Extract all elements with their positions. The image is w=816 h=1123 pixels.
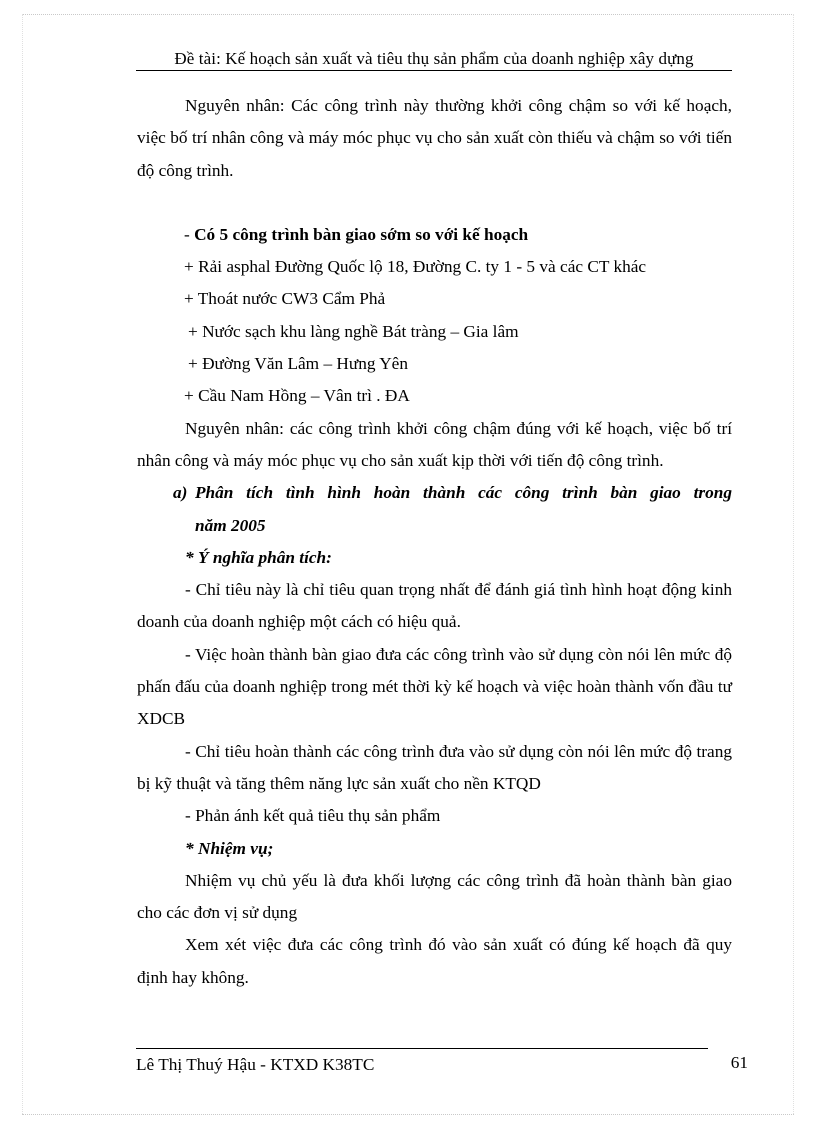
document-body (137, 90, 732, 994)
footer-rule (136, 1048, 708, 1049)
blank-line (137, 187, 732, 219)
task-heading: * Nhiệm vụ; (185, 838, 274, 858)
cause-paragraph-late: Nguyên nhân: Các công trình này thường khởi công chậm so với kế hoạch, việc bố trí nhân công và máy móc phục vụ cho sản xuất còn thiếu và chậm so với tiến độ công trình. (137, 96, 732, 180)
early-project-item: + Nước sạch khu làng nghề Bát tràng – Gia lâm (188, 321, 519, 341)
meaning-item: - Chỉ tiêu này là chỉ tiêu quan trọng nhất để đánh giá tình hình hoạt động kinh doanh của doanh nghiệp một cách có hiệu quả. (137, 580, 732, 632)
early-projects-heading (137, 219, 732, 251)
section-a-title-line2: năm 2005 (195, 515, 266, 535)
page-border-bottom (22, 1114, 794, 1115)
section-a-title-line1: Phân tích tình hình hoàn thành các công trình bàn giao trong (195, 483, 732, 503)
cause-paragraph-early: Nguyên nhân: các công trình khởi công chậm đúng với kế hoạch, việc bố trí nhân công và máy móc phục vụ cho sản xuất kịp thời với tiến độ công trình. (137, 418, 732, 470)
meaning-item: - Việc hoàn thành bàn giao đưa các công trình vào sử dụng còn nói lên mức độ phấn đấu của doanh nghiệp trong mét thời kỳ kế hoạch và việc hoàn thành vốn đầu tư XDCB (137, 644, 732, 729)
header-rule (136, 70, 732, 71)
meaning-heading: * Ý nghĩa phân tích: (185, 547, 332, 567)
page-border-right (793, 14, 794, 1114)
early-project-item: + Thoát nước CW3 Cẩm Phả (184, 289, 386, 309)
running-header: Đề tài: Kế hoạch sản xuất và tiêu thụ sản phẩm của doanh nghiệp xây dựng (174, 49, 694, 68)
early-heading-prefix: - (184, 224, 195, 244)
early-project-item: + Rải asphal Đường Quốc lộ 18, Đường C. ty 1 - 5 và các CT khác (184, 257, 647, 277)
page-border-left (22, 14, 23, 1114)
section-a-heading (137, 477, 732, 542)
early-heading-text: Có 5 công trình bàn giao sớm so với kế hoạch (194, 224, 529, 244)
section-a-marker: a) (173, 483, 188, 503)
page-border-top (22, 14, 794, 15)
page-number: 61 (730, 1053, 748, 1072)
early-project-item: + Đường Văn Lâm – Hưng Yên (188, 354, 408, 374)
meaning-item: - Phản ánh kết quả tiêu thụ sản phẩm (185, 806, 441, 826)
meaning-item: - Chỉ tiêu hoàn thành các công trình đưa vào sử dụng còn nói lên mức độ trang bị kỹ thuật và tăng thêm năng lực sản xuất cho nền KTQD (137, 741, 732, 793)
task-paragraph: Xem xét việc đưa các công trình đó vào sản xuất có đúng kế hoạch đã quy định hay không. (137, 935, 732, 987)
task-paragraph: Nhiệm vụ chủ yếu là đưa khối lượng các công trình đã hoàn thành bàn giao cho các đơn vị sử dụng (137, 870, 732, 923)
footer-author: Lê Thị Thuý Hậu - KTXD K38TC (136, 1055, 375, 1074)
early-project-item: + Cầu Nam Hồng – Vân trì . ĐA (184, 386, 410, 406)
